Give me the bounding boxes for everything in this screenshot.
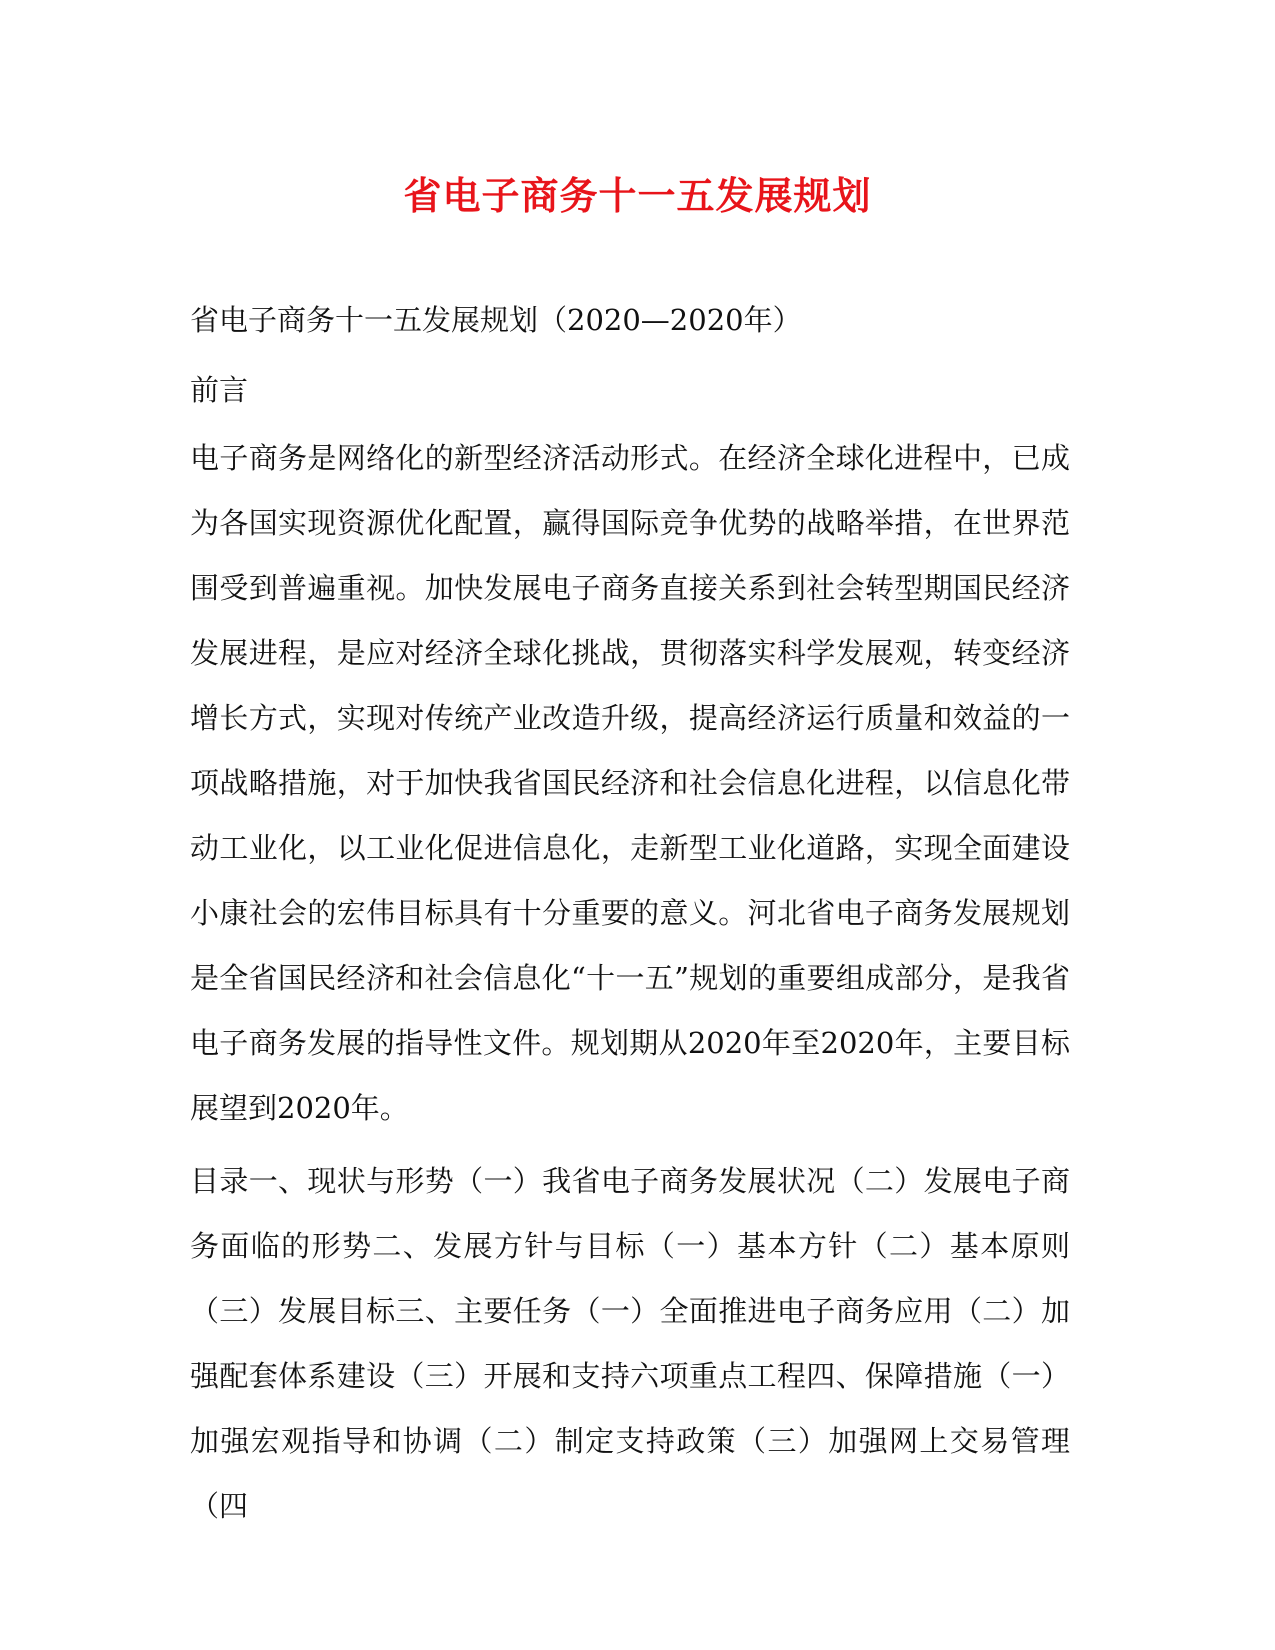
table-of-contents-paragraph: 目录一、现状与形势（一）我省电子商务发展状况（二）发展电子商务面临的形势二、发展方针与目标（一）基本方针（二）基本原则（三）发展目标三、主要任务（一）全面推进电子商务应用（二）加强配套体系建设（三）开展和支持六项重点工程四、保障措施（一）加强宏观指导和协调（二）制定支持政策（三）加强网上交易管理（四 <box>190 1164 1070 1523</box>
document-body <box>190 290 1070 1547</box>
preface-heading: 前言 <box>190 373 249 407</box>
document-subtitle: 省电子商务十一五发展规划（2020—2020年） <box>190 303 802 337</box>
document-title: 省电子商务十一五发展规划 <box>403 173 872 218</box>
preface-paragraph: 电子商务是网络化的新型经济活动形式。在经济全球化进程中，已成为各国实现资源优化配置，赢得国际竞争优势的战略举措，在世界范围受到普遍重视。加快发展电子商务直接关系到社会转型期国民经济发展进程，是应对经济全球化挑战，贯彻落实科学发展观，转变经济增长方式，实现对传统产业改造升级，提高经济运行质量和效益的一项战略措施，对于加快我省国民经济和社会信息化进程，以信息化带动工业化，以工业化促进信息化，走新型工业化道路，实现全面建设小康社会的宏伟目标具有十分重要的意义。河北省电子商务发展规划是全省国民经济和社会信息化“十一五”规划的重要组成部分，是我省电子商务发展的指导性文件。规划期从2020年至2020年，主要目标展望到2020年。 <box>190 441 1070 1125</box>
